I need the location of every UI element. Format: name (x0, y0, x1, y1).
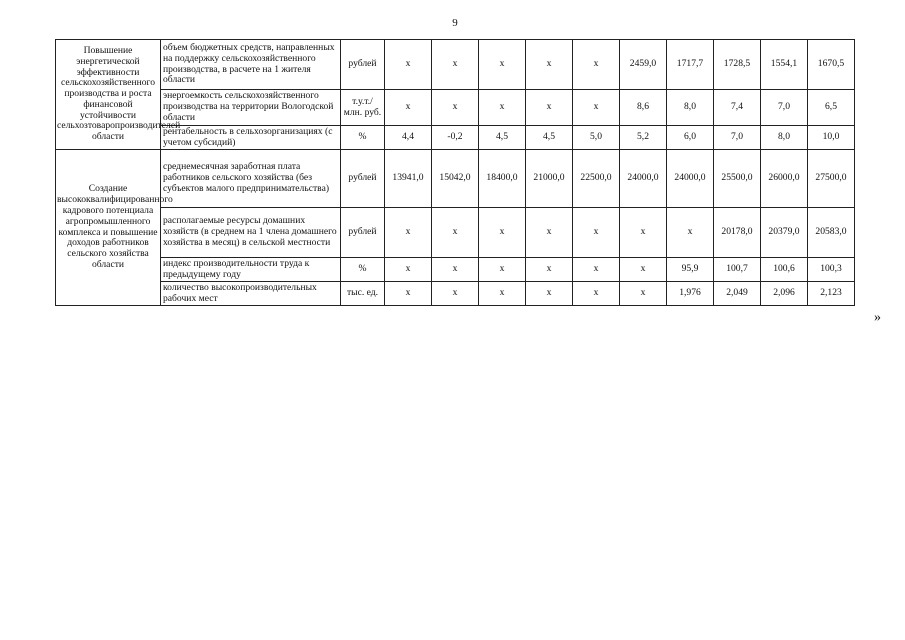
value-cell: x (573, 258, 620, 282)
value-cell: 100,3 (808, 258, 855, 282)
table-row (56, 258, 855, 282)
value-cell: 6,5 (808, 90, 855, 126)
table-row (56, 208, 855, 258)
value-cell: 7,4 (714, 90, 761, 126)
value-cell: 5,2 (620, 126, 667, 150)
value-cell: 27500,0 (808, 150, 855, 208)
value-cell: 20583,0 (808, 208, 855, 258)
value-cell: x (432, 208, 479, 258)
value-cell: -0,2 (432, 126, 479, 150)
unit-cell: тыс. ед. (341, 282, 385, 306)
value-cell: 26000,0 (761, 150, 808, 208)
value-cell: x (385, 282, 432, 306)
value-cell: 8,0 (761, 126, 808, 150)
value-cell: 2,049 (714, 282, 761, 306)
value-cell: x (432, 40, 479, 90)
indicators-table (55, 39, 855, 306)
unit-cell: % (341, 258, 385, 282)
value-cell: 24000,0 (667, 150, 714, 208)
direction-cell: Создание высококвалифицированного кадрового потенциала агропромышленного комплекса и повышение доходов работников сельского хозяйства области (56, 150, 161, 306)
value-cell: 7,0 (761, 90, 808, 126)
table-row (56, 150, 855, 208)
table-row (56, 40, 855, 90)
table-row (56, 282, 855, 306)
value-cell: 7,0 (714, 126, 761, 150)
value-cell: 13941,0 (385, 150, 432, 208)
value-cell: 20178,0 (714, 208, 761, 258)
table-body (56, 40, 855, 306)
indicator-name-cell: рентабельность в сельхозорганизациях (с учетом субсидий) (161, 126, 341, 150)
value-cell: 8,0 (667, 90, 714, 126)
value-cell: 22500,0 (573, 150, 620, 208)
value-cell: 6,0 (667, 126, 714, 150)
value-cell: x (620, 258, 667, 282)
value-cell: x (526, 282, 573, 306)
value-cell: x (432, 282, 479, 306)
value-cell: x (620, 208, 667, 258)
value-cell: 8,6 (620, 90, 667, 126)
value-cell: x (479, 90, 526, 126)
value-cell: x (620, 282, 667, 306)
indicator-name-cell: энергоемкость сельскохозяйственного производства на территории Вологодской области (161, 90, 341, 126)
unit-cell: т.у.т./млн. руб. (341, 90, 385, 126)
value-cell: x (526, 40, 573, 90)
value-cell: x (432, 90, 479, 126)
unit-cell: % (341, 126, 385, 150)
value-cell: 18400,0 (479, 150, 526, 208)
value-cell: x (479, 258, 526, 282)
value-cell: x (573, 40, 620, 90)
value-cell: x (526, 208, 573, 258)
indicator-name-cell: объем бюджетных средств, направленных на поддержку сельскохозяйственного производства, в расчете на 1 жителя области (161, 40, 341, 90)
value-cell: 25500,0 (714, 150, 761, 208)
value-cell: x (526, 90, 573, 126)
indicator-name-cell: количество высокопроизводительных рабочих мест (161, 282, 341, 306)
value-cell: 24000,0 (620, 150, 667, 208)
value-cell: 1670,5 (808, 40, 855, 90)
value-cell: 10,0 (808, 126, 855, 150)
value-cell: 21000,0 (526, 150, 573, 208)
unit-cell: рублей (341, 40, 385, 90)
value-cell: x (385, 90, 432, 126)
value-cell: 100,6 (761, 258, 808, 282)
indicator-name-cell: индекс производительности труда к предыдущему году (161, 258, 341, 282)
value-cell: x (526, 258, 573, 282)
value-cell: 15042,0 (432, 150, 479, 208)
value-cell: 1554,1 (761, 40, 808, 90)
page-number: 9 (452, 17, 458, 29)
value-cell: x (479, 40, 526, 90)
value-cell: x (479, 282, 526, 306)
value-cell: 20379,0 (761, 208, 808, 258)
value-cell: x (667, 208, 714, 258)
value-cell: x (432, 258, 479, 282)
direction-cell: Повышение энергетической эффективности сельскохозяйственного производства и роста финансовой устойчивости сельхозтоваропроизводителей области (56, 40, 161, 150)
value-cell: 4,4 (385, 126, 432, 150)
value-cell: 1717,7 (667, 40, 714, 90)
closing-quote-mark: » (874, 310, 881, 325)
value-cell: x (573, 282, 620, 306)
value-cell: x (385, 208, 432, 258)
value-cell: 2459,0 (620, 40, 667, 90)
value-cell: 95,9 (667, 258, 714, 282)
value-cell: x (385, 40, 432, 90)
indicator-name-cell: среднемесячная заработная плата работников сельского хозяйства (без субъектов малого предпринимательства) (161, 150, 341, 208)
value-cell: x (573, 208, 620, 258)
table-row (56, 90, 855, 126)
indicator-name-cell: располагаемые ресурсы домашних хозяйств (в среднем на 1 члена домашнего хозяйства в месяц) в сельской местности (161, 208, 341, 258)
value-cell: 2,096 (761, 282, 808, 306)
value-cell: 1,976 (667, 282, 714, 306)
value-cell: 4,5 (526, 126, 573, 150)
value-cell: 2,123 (808, 282, 855, 306)
value-cell: 4,5 (479, 126, 526, 150)
value-cell: x (479, 208, 526, 258)
table-row (56, 126, 855, 150)
unit-cell: рублей (341, 150, 385, 208)
value-cell: 5,0 (573, 126, 620, 150)
value-cell: 100,7 (714, 258, 761, 282)
value-cell: 1728,5 (714, 40, 761, 90)
unit-cell: рублей (341, 208, 385, 258)
value-cell: x (573, 90, 620, 126)
value-cell: x (385, 258, 432, 282)
